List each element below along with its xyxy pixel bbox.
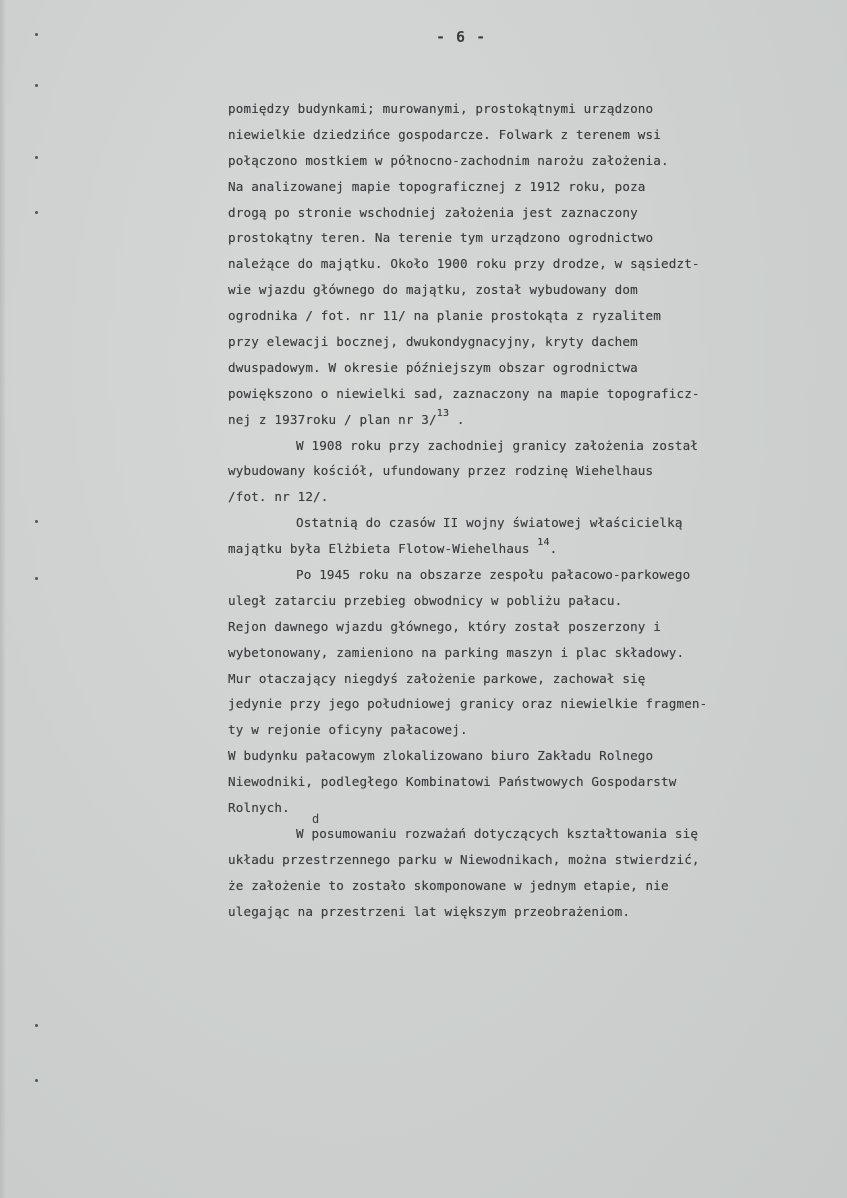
text-line [228, 614, 843, 640]
binder-hole-mark [35, 1024, 38, 1027]
text-line-content: połączono mostkiem w północno-zachodnim narożu założenia. [228, 152, 669, 168]
text-line [228, 717, 843, 743]
text-line-content: należące do majątku. Około 1900 roku przy drodze, w sąsiedzt- [228, 256, 700, 272]
text-line [228, 122, 843, 148]
text-line [228, 381, 843, 407]
text-line [228, 200, 843, 226]
text-line [228, 899, 843, 925]
text-line [228, 225, 843, 251]
text-line-content: przy elewacji bocznej, dwukondygnacyjny, kryty dachem [228, 334, 638, 350]
text-line [228, 588, 843, 614]
text-line-content: ty w rejonie oficyny pałacowej. [228, 722, 468, 738]
text-line-content: powiększono o niewielki sad, zaznaczony na mapie topograficz- [228, 385, 700, 401]
text-line-content: W budynku pałacowym zlokalizowano biuro Zakładu Rolnego [228, 748, 654, 764]
text-line [228, 484, 843, 510]
text-line-content: wie wjazdu głównego do majątku, został wybudowany dom [228, 282, 638, 298]
text-line-content: Po 1945 roku na obszarze zespołu pałacowo-parkowego [296, 567, 691, 583]
text-line [228, 510, 843, 536]
text-line [228, 743, 843, 769]
text-line-content: jedynie przy jego południowej granicy oraz niewielkie fragmen- [228, 696, 708, 712]
text-line-content: wybudowany kościół, ufundowany przez rodzinę Wiehelhaus [228, 463, 654, 479]
text-line-content: dwuspadowym. W okresie późniejszym obszar ogrodnictwa [228, 359, 638, 375]
text-line [228, 329, 843, 355]
scan-edge-shadow [0, 0, 6, 1198]
text-line [228, 96, 843, 122]
text-line-content: Rejon dawnego wjazdu głównego, który został poszerzony i [228, 618, 661, 634]
text-line [228, 458, 843, 484]
footnote-reference: 14 [537, 537, 550, 549]
text-line-content: Rolnych. [228, 800, 290, 816]
binder-hole-mark [35, 33, 38, 36]
text-line-content: /fot. nr 12/. [228, 489, 329, 505]
footnote-reference: 13 [436, 407, 450, 419]
binder-hole-mark [35, 156, 38, 159]
page-number: - 6 - [436, 28, 487, 46]
text-line [228, 277, 843, 303]
text-line-content: Ostatnią do czasów II wojny światowej właścicielką [296, 515, 683, 531]
binder-hole-mark [35, 520, 38, 523]
text-line-content: że założenie to zostało skomponowane w jednym etapie, nie [228, 877, 669, 893]
text-line [228, 691, 843, 717]
text-line-content: uległ zatarciu przebieg obwodnicy w pobliżu pałacu. [228, 592, 623, 608]
text-line-content: prostokątny teren. Na terenie tym urządzono ogrodnictwo [228, 230, 654, 246]
text-line-content: Mur otaczający niegdyś założenie parkowe, zachował się [228, 670, 646, 686]
text-line [228, 536, 843, 562]
text-line-content: niewielkie dziedzińce gospodarcze. Folwark z terenem wsi [228, 126, 661, 142]
text-line [228, 251, 843, 277]
text-line-content: W posumowaniu rozważań dotyczących kształtowania się [296, 825, 699, 841]
text-line-content: nej z 1937roku / plan nr 3/ [228, 411, 437, 427]
text-line-content: pomiędzy budynkami; murowanymi, prostokątnymi urządzono [228, 101, 654, 116]
text-line-content: drogą po stronie wschodniej założenia jest zaznaczony [228, 204, 638, 220]
text-line [228, 795, 843, 821]
binder-hole-mark [35, 84, 38, 87]
text-line-content: Na analizowanej mapie topograficznej z 1912 roku, poza [228, 178, 646, 194]
text-line [228, 407, 843, 433]
text-line [228, 303, 843, 329]
text-line-content: Niewodniki, podległego Kombinatowi Państwowych Gospodarstw [228, 774, 677, 790]
text-line [228, 769, 843, 795]
binder-hole-mark [35, 577, 38, 580]
text-line-tail: . [449, 411, 465, 427]
text-line-tail: . [549, 541, 558, 557]
text-line-content: wybetonowany, zamieniono na parking maszyn i plac składowy. [228, 644, 685, 660]
handwritten-margin-mark: d [312, 812, 320, 826]
text-line [228, 873, 843, 899]
text-line [228, 821, 843, 847]
text-line-content: układu przestrzennego parku w Niewodnikach, można stwierdzić, [228, 851, 700, 867]
text-line-content: ulegając na przestrzeni lat większym przeobrażeniom. [228, 903, 631, 919]
binder-hole-mark [35, 211, 38, 214]
text-line [228, 174, 843, 200]
text-line-content: majątku była Elżbieta Flotow-Wiehelhaus [228, 541, 538, 557]
text-line [228, 148, 843, 174]
text-line-content: W 1908 roku przy zachodniej granicy założenia został [296, 437, 699, 453]
binder-hole-mark [35, 1079, 38, 1082]
text-line [228, 666, 843, 692]
text-line [228, 562, 843, 588]
text-line [228, 355, 843, 381]
text-line [228, 433, 843, 459]
body-text [228, 96, 843, 925]
text-line-content: ogrodnika / fot. nr 11/ na planie prostokąta z ryzalitem [228, 308, 661, 324]
text-line [228, 847, 843, 873]
text-line [228, 640, 843, 666]
